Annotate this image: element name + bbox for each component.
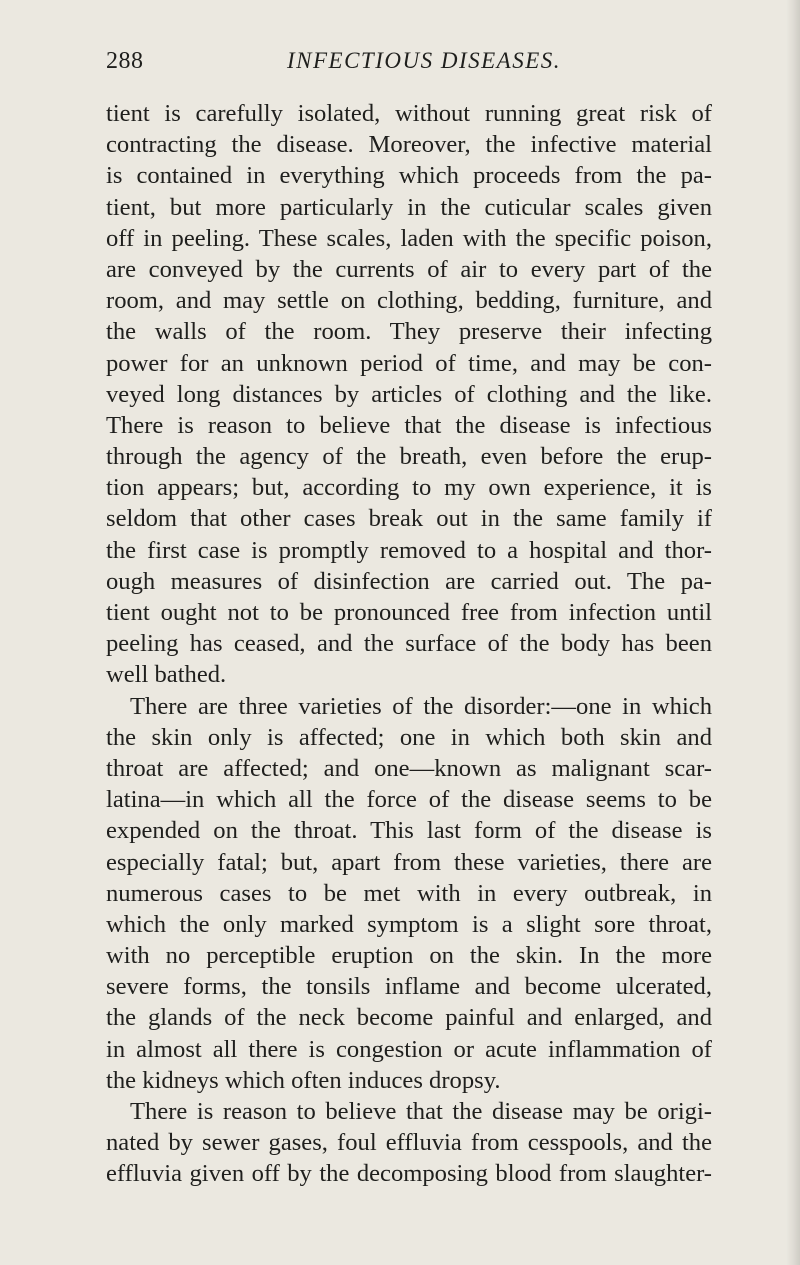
text-line: are conveyed by the currents of air to every part of the — [106, 255, 712, 283]
text-line: contracting the disease. Moreover, the infective material — [106, 131, 712, 159]
text-line: severe forms, the tonsils inflame and become ulcerated, — [106, 973, 712, 1001]
text-line: throat are affected; and one—known as malignant scar- — [106, 754, 712, 782]
text-line: is contained in everything which proceeds from the pa- — [106, 162, 712, 190]
text-line: tion appears; but, according to my own experience, it is — [106, 474, 712, 502]
running-head — [106, 48, 712, 82]
text-line: expended on the throat. This last form of the disease is — [106, 817, 712, 845]
text-line: numerous cases to be met with in every outbreak, in — [106, 879, 712, 907]
text-line: tient ought not to be pronounced free from infection until — [106, 599, 712, 626]
text-line: seldom that other cases break out in the same family if — [106, 505, 712, 533]
text-line: tient is carefully isolated, without running great risk of — [106, 100, 712, 127]
body-text — [106, 98, 712, 1190]
text-line: with no perceptible eruption on the skin. In the more — [106, 942, 712, 970]
text-line: which the only marked symptom is a slight sore throat, — [106, 910, 712, 938]
text-line: veyed long distances by articles of clothing and the like. — [106, 380, 712, 408]
text-line: through the agency of the breath, even before the erup- — [106, 443, 712, 471]
text-line: ough measures of disinfection are carried out. The pa- — [106, 567, 712, 595]
page-edge-shadow — [786, 0, 800, 1265]
text-line: the glands of the neck become painful and enlarged, and — [106, 1004, 712, 1032]
page-number: 288 — [106, 48, 144, 74]
text-line: tient, but more particularly in the cuticular scales given — [106, 193, 712, 221]
text-line: power for an unknown period of time, and may be con- — [106, 349, 712, 377]
text-line: the walls of the room. They preserve their infecting — [106, 318, 712, 346]
text-line: the skin only is affected; one in which both skin and — [106, 723, 712, 751]
text-line: the first case is promptly removed to a hospital and thor- — [106, 536, 712, 564]
text-line: room, and may settle on clothing, bedding, furniture, and — [106, 287, 712, 315]
text-line: There are three varieties of the disorder:—one in which — [130, 692, 712, 720]
text-line: There is reason to believe that the disease may be origi- — [130, 1098, 712, 1125]
text-line: peeling has ceased, and the surface of the body has been — [106, 630, 712, 658]
running-title: INFECTIOUS DISEASES. — [286, 48, 562, 73]
text-line: effluvia given off by the decomposing blood from slaughter- — [106, 1160, 712, 1188]
text-line: There is reason to believe that the disease is infectious — [106, 411, 712, 439]
text-line: nated by sewer gases, foul effluvia from cesspools, and the — [106, 1129, 712, 1157]
text-line: latina—in which all the force of the disease seems to be — [106, 786, 712, 814]
text-line: the kidneys which often induces dropsy. — [106, 1066, 501, 1094]
text-line: especially fatal; but, apart from these varieties, there are — [106, 848, 712, 876]
text-line: in almost all there is congestion or acute inflammation of — [106, 1035, 712, 1063]
text-line: well bathed. — [106, 661, 227, 689]
text-line: off in peeling. These scales, laden with the specific poison, — [106, 224, 712, 252]
